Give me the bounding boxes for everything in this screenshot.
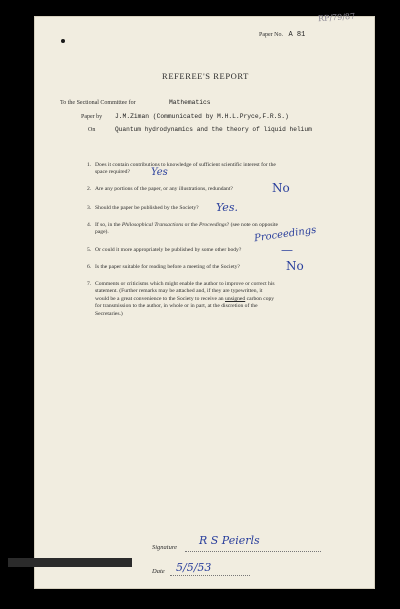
answer-6: No <box>286 259 304 273</box>
question-text: space required? <box>95 169 130 176</box>
question-number: 1. <box>87 162 92 168</box>
question-number: 3. <box>87 205 92 211</box>
question-text: Comments or criticisms which might enable the author to improve or correct his <box>95 281 275 287</box>
question-7 <box>87 281 349 318</box>
question-text: page). <box>95 229 109 236</box>
answer-5: — <box>281 243 293 257</box>
on-label: On <box>88 127 96 133</box>
bottom-edge-strip <box>8 558 132 567</box>
question-text: Are any portions of the paper, or any illustrations, redundant? <box>95 186 233 192</box>
signature-label: Signature <box>152 544 178 551</box>
referee-report-sheet <box>34 11 375 589</box>
question-text: for transmission to the author, in whole or in part, at the discretion of the <box>95 303 258 310</box>
question-text: Should the paper be published by the Society? <box>95 205 199 211</box>
question-text: If so, in the Philosophical Transactions or the Proceedings? (see note on opposite <box>95 222 279 228</box>
question-text: Does it contain contributions to knowledge of sufficient scientific interest for the <box>95 162 276 168</box>
question-number: 2. <box>87 186 92 192</box>
question-text: would be a great convenience to the Society to receive an unsigned carbon copy <box>95 295 275 302</box>
answer-1: Yes <box>151 167 168 178</box>
punch-hole-mark <box>61 39 65 43</box>
question-5 <box>87 247 347 254</box>
question-number: 5. <box>87 247 92 253</box>
question-1 <box>87 162 347 177</box>
answer-3: Yes. <box>216 201 238 214</box>
question-text: Secretaries.) <box>95 310 123 317</box>
question-number: 6. <box>87 264 92 270</box>
on-value: Quantum hydrodynamics and the theory of liquid helium <box>115 126 312 133</box>
paper-no-value: A 81 <box>288 31 306 39</box>
question-text: Or could it more appropriately be published by some other body? <box>95 247 242 253</box>
question-number: 4. <box>87 222 92 228</box>
committee-value: Mathematics <box>169 99 211 106</box>
paper-no-label: Paper No. <box>259 32 283 38</box>
signature-value: R S Peierls <box>199 534 260 547</box>
question-text: statement. (Further remarks may be attached and, if they are typewritten, it <box>95 288 263 295</box>
date-value: 5/5/53 <box>176 561 212 574</box>
question-number: 7. <box>87 281 92 287</box>
paper-by-label: Paper by <box>81 114 103 120</box>
date-label: Date <box>152 568 165 575</box>
answer-4: Proceedings <box>253 224 318 245</box>
question-2 <box>87 186 347 193</box>
paper-number <box>259 31 305 39</box>
question-6 <box>87 264 347 271</box>
answer-2: No <box>272 181 290 195</box>
paper-by-value: J.M.Ziman (Communicated by M.H.L.Pryce,F.R.S.) <box>115 113 289 120</box>
question-text: Is the paper suitable for reading before a meeting of the Society? <box>95 264 240 270</box>
pencil-reference: RP/79/87 <box>317 11 356 24</box>
page-title: REFEREE'S REPORT <box>162 71 249 81</box>
signature-line <box>185 551 321 552</box>
date-line <box>170 575 250 576</box>
committee-label: To the Sectional Committee for <box>60 100 136 106</box>
